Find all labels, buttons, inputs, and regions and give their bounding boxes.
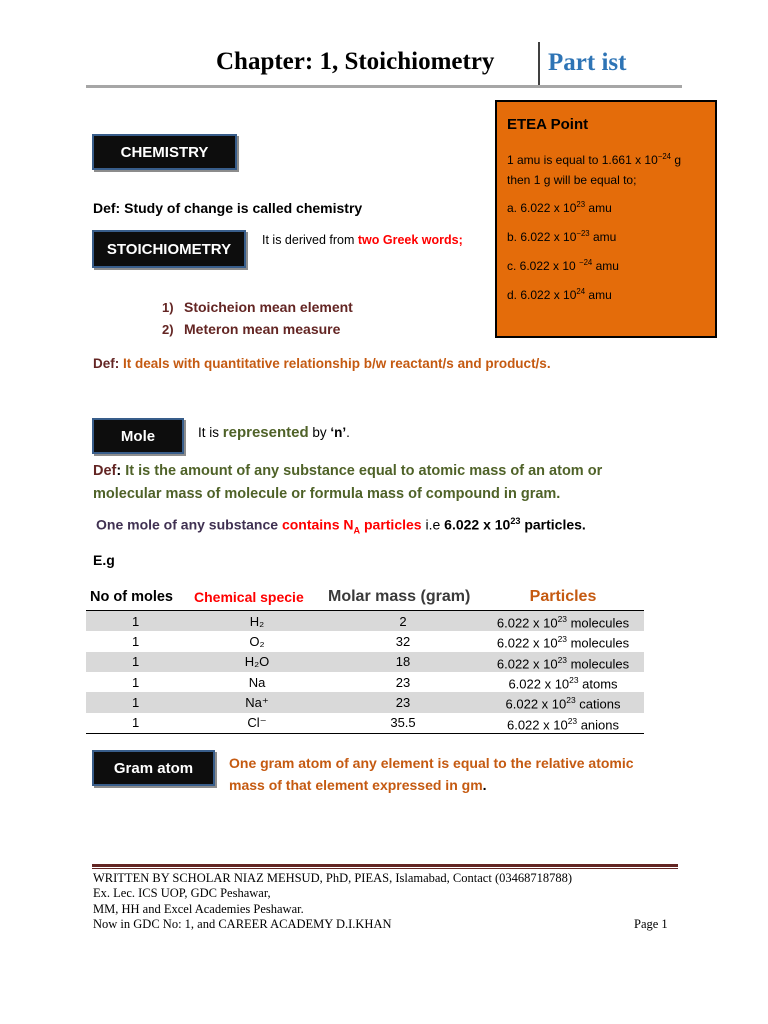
table-header-row [86,584,644,611]
greek-word-2: 2) Meteron mean measure [162,321,341,337]
mole-examples-table [86,584,644,734]
table-row: 1 Na⁺ 23 6.022 x $10^{23}$ cations [86,692,644,712]
gram-atom-definition: One gram atom of any element is equal to the relative atomic mass of that element expressed in gm. [229,755,634,793]
derived-from-text: It is derived from two Greek words; [262,233,463,247]
example-label: E.g [93,552,115,568]
header-separator [538,42,540,88]
table-row: 1 H₂ 2 6.022 x $10^{23}$ molecules [86,611,644,632]
gram-atom-label-box: Gram atom [92,750,215,786]
header-molar-mass: Molar mass (gram) [324,584,482,611]
footer-line-4: Now in GDC No: 1, and CAREER ACADEMY D.I.KHAN [93,917,392,931]
page-number: Page 1 [634,917,668,931]
footer-line-3: MM, HH and Excel Academies Peshawar. [93,902,304,916]
chapter-title: Chapter: 1, Stoichiometry [216,48,495,75]
etea-option-c: c. 6.022 x 10 $^{-24}$ amu [507,258,619,273]
footer-line-2: Ex. Lec. ICS UOP, GDC Peshawar, [93,886,271,900]
table-row: 1 Na 23 6.022 x $10^{23}$ atoms [132,674,618,692]
one-mole-statement: One mole of any substance contains $N_A$ particles i.e 6.022 x $10^{23}$ particles. [96,516,586,536]
footer-author: WRITTEN BY SCHOLAR NIAZ MEHSUD, PhD, PIEAS, Islamabad, Contact (03468718788) [93,871,573,885]
footer-rule-thick [92,864,678,867]
etea-question: 1 amu is equal to 1.661 x $10^{-24}$ g then 1 g will be equal to; [507,152,682,187]
chemistry-label-box: CHEMISTRY [92,134,237,170]
chemistry-definition: Def: Study of change is called chemistry [93,200,363,216]
header-rule [86,85,682,88]
stoichiometry-definition: Def: It deals with quantitative relationship b/w reactant/s and product/s. [93,356,551,371]
mole-definition: Def: It is the amount of any substance equal to atomic mass of an atom or molecular mass of molecule or formula mass of compound in gram. [93,463,603,502]
mole-label-box: Mole [92,418,184,454]
etea-option-a: a. 6.022 x $10^{23}$ amu [507,200,612,215]
header-chemical-specie: Chemical specie [190,584,324,611]
header-no-of-moles: No of moles [86,584,190,611]
header-particles: Particles [482,584,644,611]
table-row: 1 H₂O 18 6.022 x $10^{23}$ molecules [86,652,644,672]
greek-word-1: 1) Stoicheion mean element [162,299,353,315]
mole-represented-text: It is represented by ‘n’. [198,424,350,441]
etea-title: ETEA Point [507,116,589,133]
footer-rule-thin [92,868,678,869]
etea-option-b: b. 6.022 x $10^{-23}$ amu [507,229,617,244]
etea-option-d: d. 6.022 x $10^{24}$ amu [507,287,612,302]
table-row: 1 Cl⁻ 35.5 6.022 x $10^{23}$ anions [86,713,644,734]
etea-point-box [495,100,717,338]
table-row: 1 O₂ 32 6.022 x $10^{23}$ molecules [132,633,630,651]
part-label: Part ist [548,49,627,76]
stoichiometry-label-box: STOICHIOMETRY [92,230,246,268]
